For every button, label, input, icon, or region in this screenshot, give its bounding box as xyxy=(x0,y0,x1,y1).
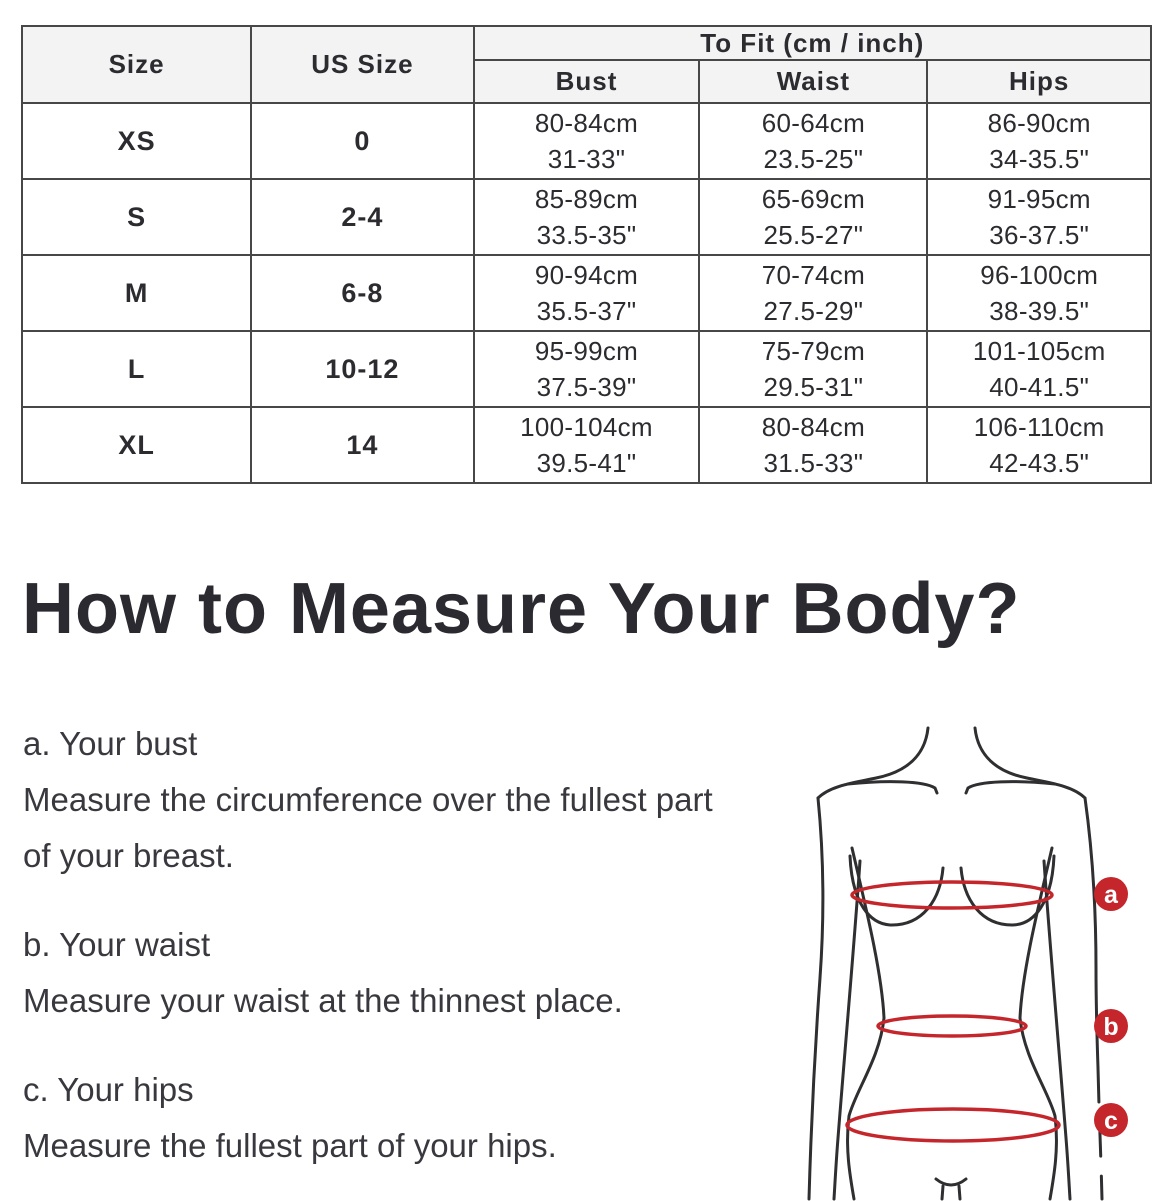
us-size-cell: 2-4 xyxy=(251,179,473,255)
hips-measure-line xyxy=(847,1109,1059,1141)
size-chart-header xyxy=(22,26,1151,103)
waist-cm-value: 80-84cm xyxy=(761,412,866,442)
bust-cell xyxy=(474,407,700,483)
size-chart-body xyxy=(22,103,1151,483)
neck-left-line xyxy=(818,728,928,798)
marker-a-letter: a xyxy=(1104,881,1118,909)
size-cell: L xyxy=(22,331,251,407)
hips-inch-value: 38-39.5" xyxy=(989,296,1090,326)
hips-inch-value: 40-41.5" xyxy=(989,372,1090,402)
waist-inch-value: 27.5-29" xyxy=(763,296,864,326)
bust-inch-value: 35.5-37" xyxy=(536,296,637,326)
navel-curve xyxy=(936,1179,966,1185)
bust-cm-value: 80-84cm xyxy=(534,108,639,138)
page-title: How to Measure Your Body? xyxy=(22,569,1021,649)
size-cell: M xyxy=(22,255,251,331)
instruction-hips-label: c. Your hips xyxy=(23,1071,194,1108)
marker-b xyxy=(1094,1009,1128,1043)
waist-cell xyxy=(699,179,927,255)
hips-cm-value: 86-90cm xyxy=(987,108,1091,138)
marker-b-letter: b xyxy=(1103,1013,1119,1041)
header-cell-us-size: US Size xyxy=(251,26,473,103)
instruction-waist-line: Measure your waist at the thinnest place. xyxy=(23,982,623,1019)
waist-cell xyxy=(699,103,927,179)
header-cell-size: Size xyxy=(22,26,251,103)
bust-cell xyxy=(474,255,700,331)
bust-cm-value: 85-89cm xyxy=(534,184,639,214)
bust-cell xyxy=(474,179,700,255)
marker-a xyxy=(1094,877,1128,911)
bust-measure-line xyxy=(852,882,1052,908)
us-size-cell: 0 xyxy=(251,103,473,179)
shoulder-right-line xyxy=(966,782,1055,793)
body-diagram xyxy=(790,718,1170,1201)
navel-right-tick xyxy=(959,1186,960,1199)
bust-inch-value: 33.5-35" xyxy=(536,220,637,250)
waist-cell xyxy=(699,331,927,407)
table-row-m xyxy=(22,255,1151,331)
bust-inch-value: 37.5-39" xyxy=(536,372,637,402)
hips-cm-value: 91-95cm xyxy=(987,184,1091,214)
marker-c-letter: c xyxy=(1104,1107,1118,1135)
us-size-cell: 14 xyxy=(251,407,473,483)
arm-left-outer-line xyxy=(809,798,823,1199)
shoulder-left-line xyxy=(848,782,937,793)
size-chart-table xyxy=(21,25,1152,484)
instruction-bust-line: of your breast. xyxy=(23,837,234,874)
instruction-bust-label: a. Your bust xyxy=(23,725,198,762)
navel-left-tick xyxy=(942,1186,943,1199)
table-row-xl xyxy=(22,407,1151,483)
bust-cm-value: 90-94cm xyxy=(534,260,639,290)
hips-cell xyxy=(927,331,1151,407)
hips-cm-value: 101-105cm xyxy=(972,336,1106,366)
waist-measure-line xyxy=(878,1016,1026,1036)
header-cell-to-fit: To Fit (cm / inch) xyxy=(474,26,1151,60)
waist-cm-value: 60-64cm xyxy=(761,108,866,138)
measuring-instructions xyxy=(23,716,813,1201)
instruction-bust xyxy=(23,716,813,884)
waist-cell xyxy=(699,255,927,331)
waist-inch-value: 25.5-27" xyxy=(763,220,864,250)
hips-cm-value: 106-110cm xyxy=(973,412,1105,442)
hips-cell xyxy=(927,255,1151,331)
instruction-hips xyxy=(23,1062,813,1174)
hips-inch-value: 36-37.5" xyxy=(989,220,1090,250)
bust-cell xyxy=(474,103,700,179)
hips-cell xyxy=(927,103,1151,179)
header-cell-bust: Bust xyxy=(474,60,700,103)
neck-right-line xyxy=(975,728,1085,798)
table-row-xs xyxy=(22,103,1151,179)
header-cell-hips: Hips xyxy=(927,60,1151,103)
waist-cm-value: 75-79cm xyxy=(761,336,866,366)
size-cell: XS xyxy=(22,103,251,179)
waist-cm-value: 65-69cm xyxy=(761,184,866,214)
header-cell-waist: Waist xyxy=(699,60,927,103)
us-size-cell: 10-12 xyxy=(251,331,473,407)
header-row-top xyxy=(22,26,1151,60)
waist-inch-value: 23.5-25" xyxy=(763,144,864,174)
table-row-l xyxy=(22,331,1151,407)
bust-inch-value: 31-33" xyxy=(547,144,626,174)
bust-cm-value: 100-104cm xyxy=(520,412,653,442)
hips-cell xyxy=(927,179,1151,255)
hips-inch-value: 42-43.5" xyxy=(989,448,1090,478)
hips-cell xyxy=(927,407,1151,483)
hips-inch-value: 34-35.5" xyxy=(989,144,1090,174)
waist-cm-value: 70-74cm xyxy=(761,260,866,290)
bust-cell xyxy=(474,331,700,407)
bust-cm-value: 95-99cm xyxy=(534,336,639,366)
instruction-hips-line: Measure the fullest part of your hips. xyxy=(23,1127,557,1164)
waist-cell xyxy=(699,407,927,483)
waist-inch-value: 29.5-31" xyxy=(763,372,864,402)
us-size-cell: 6-8 xyxy=(251,255,473,331)
size-cell: XL xyxy=(22,407,251,483)
instruction-bust-line: Measure the circumference over the fullest part xyxy=(23,781,713,818)
instruction-waist-label: b. Your waist xyxy=(23,926,211,963)
size-cell: S xyxy=(22,179,251,255)
hips-cm-value: 96-100cm xyxy=(980,260,1099,290)
marker-c xyxy=(1094,1103,1128,1137)
table-row-s xyxy=(22,179,1151,255)
waist-inch-value: 31.5-33" xyxy=(763,448,864,478)
bust-inch-value: 39.5-41" xyxy=(536,448,637,478)
instruction-waist xyxy=(23,917,813,1029)
